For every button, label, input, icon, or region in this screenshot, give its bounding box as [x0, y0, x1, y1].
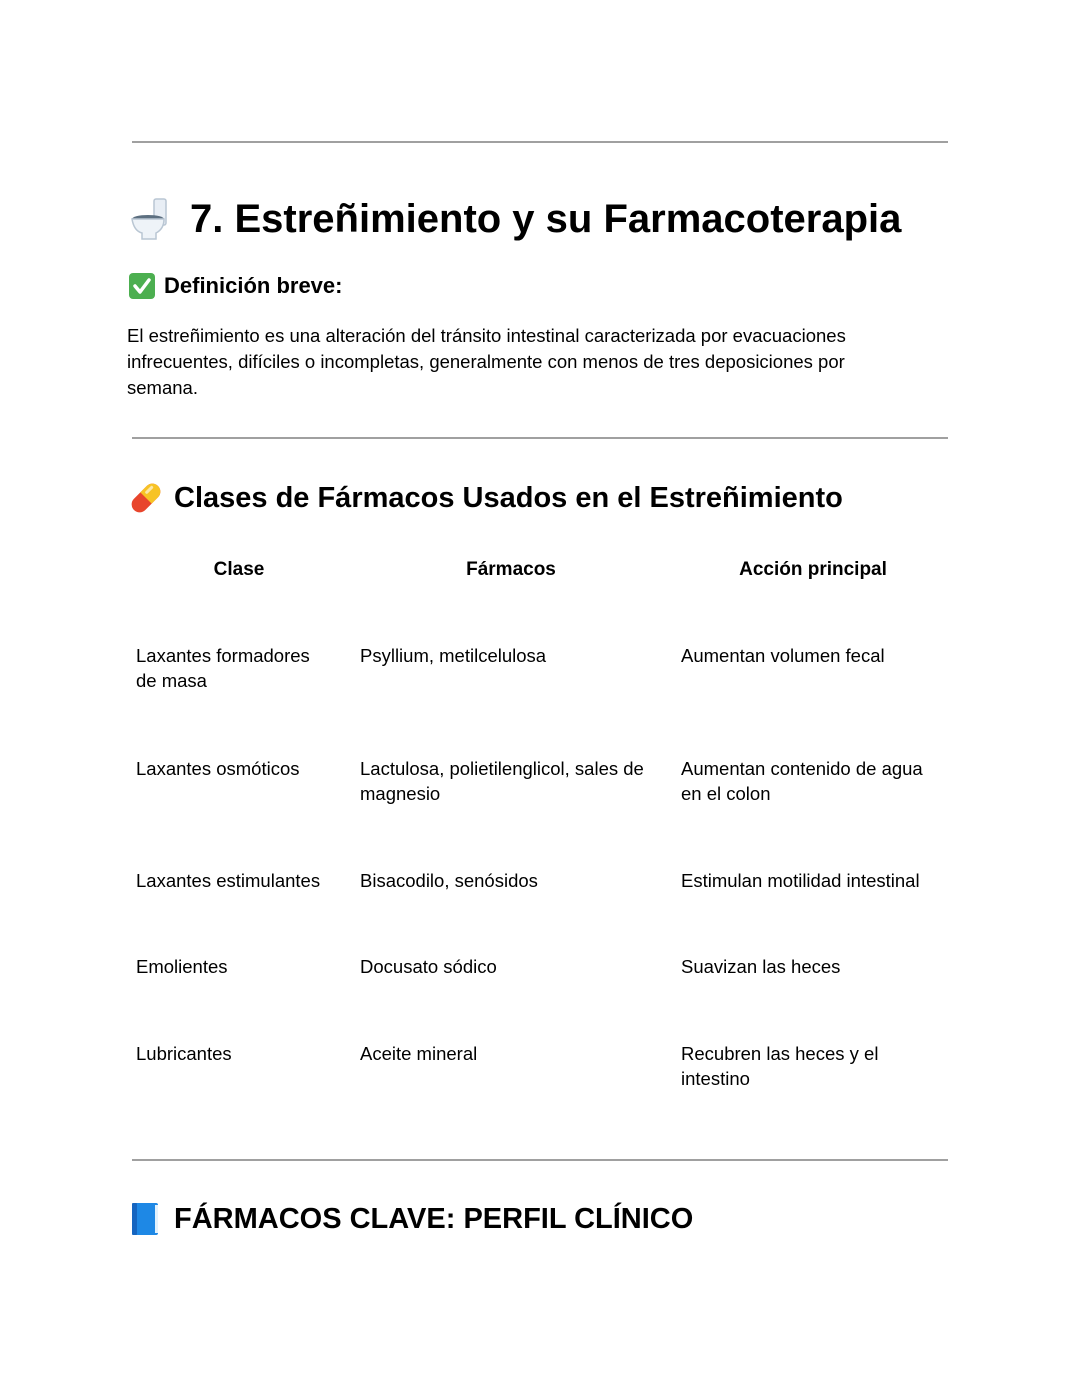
- toilet-icon: [128, 195, 176, 243]
- divider-top: [132, 141, 948, 143]
- definition-text: El estreñimiento es una alteración del tránsito intestinal caracterizada por evacuaciones infrecuentes, difíciles o incompletas, generalmente con menos de tres deposiciones por semana.: [127, 325, 846, 398]
- divider-middle: [132, 437, 948, 439]
- cell-clase: Laxantes estimulantes: [136, 870, 321, 891]
- definition-heading-text: Definición breve:: [164, 273, 343, 298]
- cell-accion: Aumentan volumen fecal: [681, 645, 885, 666]
- cell-farmacos: Bisacodilo, senósidos: [360, 870, 538, 891]
- drug-classes-heading: [128, 478, 843, 518]
- cell-clase: Laxantes formadores de masa: [136, 645, 310, 691]
- column-header-clase: Clase: [213, 559, 265, 580]
- cell-clase: Emolientes: [136, 956, 228, 977]
- cell-accion: Aumentan contenido de agua en el colon: [681, 758, 923, 804]
- blue-book-icon: [128, 1201, 164, 1237]
- section-title: [128, 192, 901, 246]
- definition-heading: [128, 270, 342, 302]
- column-header-farmacos: Fármacos: [466, 559, 556, 580]
- cell-accion: Estimulan motilidad intestinal: [681, 870, 920, 891]
- cell-farmacos: Docusato sódico: [360, 956, 497, 977]
- cell-accion: Suavizan las heces: [681, 956, 841, 977]
- divider-bottom: [132, 1159, 948, 1161]
- cell-farmacos: Aceite mineral: [360, 1043, 478, 1064]
- key-drugs-heading: [128, 1199, 693, 1239]
- cell-farmacos: Psyllium, metilcelulosa: [360, 645, 547, 666]
- cell-clase: Laxantes osmóticos: [136, 758, 300, 779]
- pill-icon: [128, 480, 164, 516]
- key-drugs-heading-text: FÁRMACOS CLAVE: PERFIL CLÍNICO: [174, 1203, 694, 1235]
- column-header-accion: Acción principal: [739, 559, 887, 580]
- section-title-text: 7. Estreñimiento y su Farmacoterapia: [190, 197, 902, 241]
- cell-farmacos: Lactulosa, polietilenglicol, sales de magnesio: [360, 758, 644, 804]
- check-mark-icon: [128, 272, 156, 300]
- cell-clase: Lubricantes: [136, 1043, 232, 1064]
- cell-accion: Recubren las heces y el intestino: [681, 1043, 879, 1089]
- drug-classes-heading-text: Clases de Fármacos Usados en el Estreñimiento: [174, 482, 843, 514]
